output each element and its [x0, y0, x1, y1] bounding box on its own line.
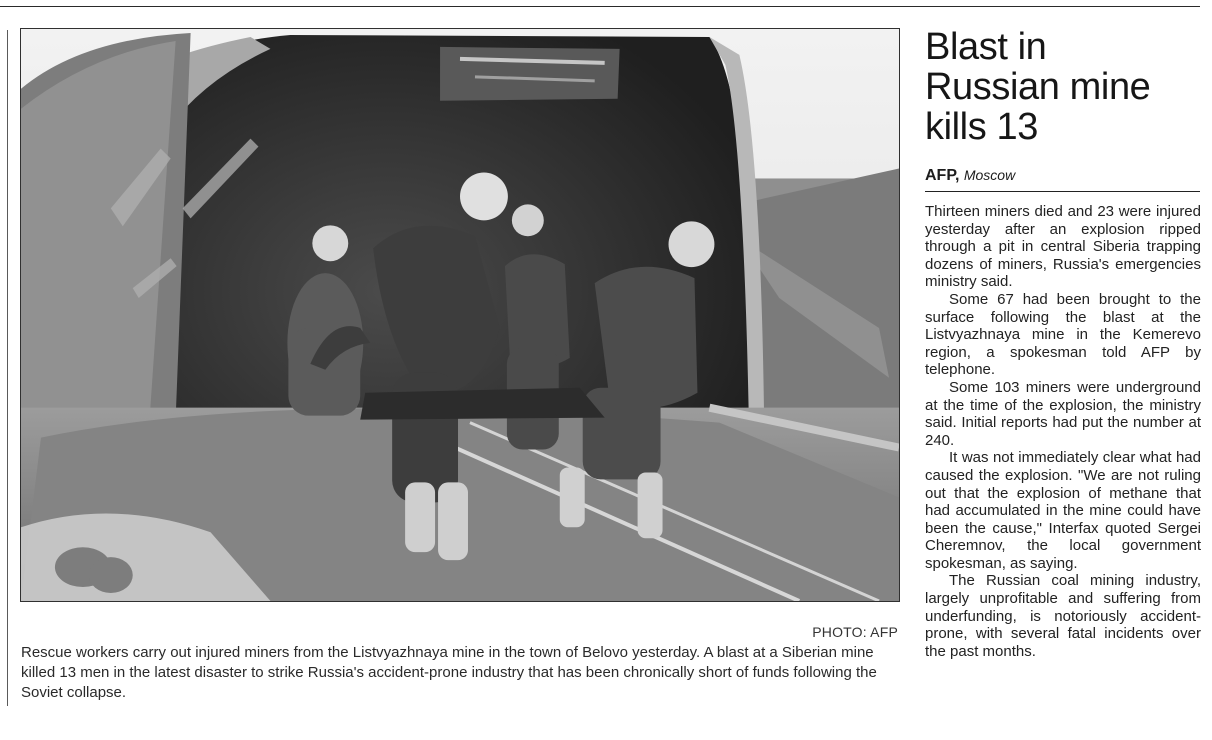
article-body — [925, 203, 1201, 660]
article-paragraph: Thirteen miners died and 23 were injured yesterday after an explosion ripped through a pit in central Siberia trapping dozens of miners, Russia's emergencies ministry said. — [925, 203, 1201, 291]
photo-caption: Rescue workers carry out injured miners from the Listvyazhnaya mine in the town of Belovo yesterday. A blast at a Siberian mine killed 13 men in the latest disaster to strike Russia's accident-prone industry that has been chronically short of funds following the Soviet collapse. — [21, 644, 877, 701]
news-photo — [20, 28, 900, 602]
top-rule — [0, 6, 1200, 7]
byline — [925, 166, 1201, 185]
article-paragraph: It was not immediately clear what had caused the explosion. "We are not ruling out that the explosion of methane that had accumulated in the mine could have been the cause," Interfax quoted Sergei Cheremnov, the local government spokesman, as saying. — [925, 449, 1201, 572]
article-paragraph: Some 67 had been brought to the surface following the blast at the Listvyazhnaya mine in the Kemerevo region, a spokesman told AFP by telephone. — [925, 290, 1201, 379]
article-paragraph: Some 103 miners were underground at the time of the explosion, the ministry said. Initial reports had put the number at 240. — [925, 378, 1201, 449]
byline-agency: AFP, — [925, 167, 960, 184]
left-column-rule — [7, 30, 8, 706]
photo-credit: PHOTO: AFP — [812, 624, 898, 640]
headline: Blast in Russian mine kills 13 — [925, 26, 1151, 148]
article-paragraph: The Russian coal mining industry, largely unprofitable and suffering from underfunding, is notoriously accident-prone, with several fatal incidents over the past months. — [925, 572, 1201, 660]
byline-location: Moscow — [963, 167, 1016, 183]
byline-rule — [925, 191, 1200, 192]
